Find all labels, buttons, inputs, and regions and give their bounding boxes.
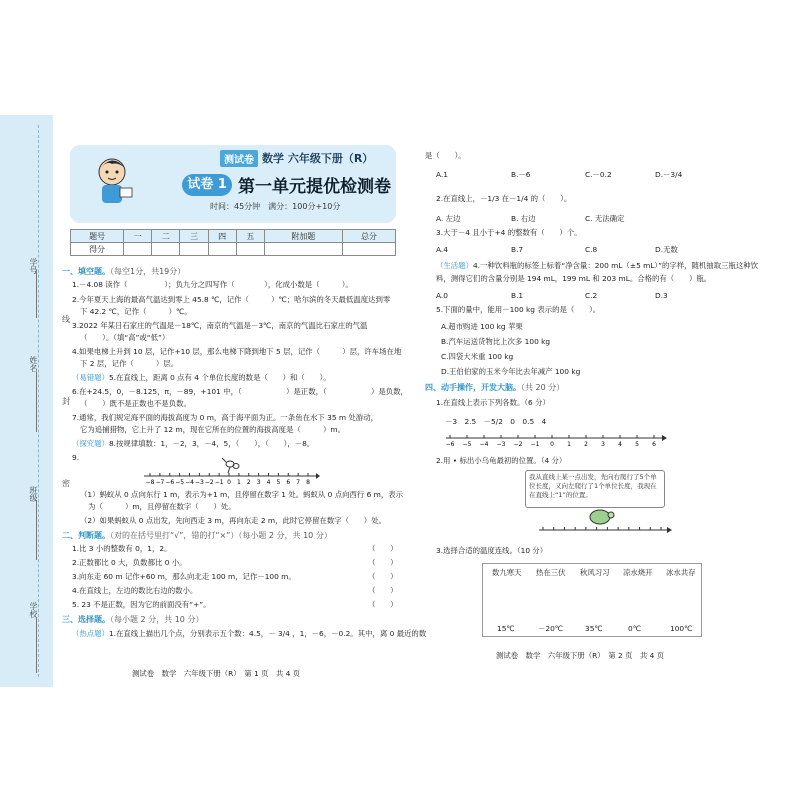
temperature-label[interactable]: 35℃: [585, 624, 603, 633]
test-paper-tag: 测试卷: [220, 150, 258, 167]
score-header: 题号: [71, 230, 124, 243]
answer-paren[interactable]: （ ）: [368, 572, 398, 581]
question-text: 2.用 • 标出小乌龟最初的位置。（4 分）: [436, 456, 567, 465]
answer-paren[interactable]: （ ）: [368, 544, 398, 553]
name-field[interactable]: [36, 372, 38, 432]
tick-label: −5: [462, 441, 472, 448]
number-line-p1[interactable]: [440, 430, 670, 452]
question-text: 6.在+24.5，0，－8.125，π，－89，+101 中，（ ）是正数，（ ）是负数，: [72, 387, 408, 396]
question-text: 是（ ）。: [425, 151, 466, 160]
section-4-heading: [425, 382, 564, 393]
question-text: 9.: [72, 453, 80, 462]
speech-bubble: [525, 470, 665, 508]
option: A.1: [436, 170, 448, 179]
tick-label: 1: [567, 441, 571, 448]
question-text: （2）如果蚂蚁从 0 点出发，先向西走 3 m，再向东走 2 m，此时它停留在数字（ ）处。: [80, 516, 386, 525]
option: B.汽车运送货物比上次多 100 kg: [441, 337, 551, 346]
tick-label: −6: [445, 441, 455, 448]
answer-paren[interactable]: （ ）: [368, 600, 398, 609]
option: A. 左边: [436, 214, 461, 223]
temperature-label[interactable]: 100℃: [670, 624, 693, 633]
answer-paren[interactable]: （ ）: [368, 586, 398, 595]
label-school: 学校: [29, 602, 38, 618]
temperature-label[interactable]: 0℃: [628, 624, 642, 633]
score-cell[interactable]: [180, 243, 208, 256]
ant-icon: [222, 458, 239, 473]
number-line-p2[interactable]: [535, 522, 675, 544]
judge-item: 1.比 3 小的整数有 0，1，2。: [72, 544, 172, 553]
question-text: 7.通常，我们规定海平面的海拔高度为 0 m，高于海平面为正。一条鱼在水下 35 m 处游动，: [72, 413, 378, 422]
option: B.7: [511, 245, 524, 254]
tick-label: −1: [214, 479, 224, 486]
tick-label: 2: [246, 479, 251, 486]
option: A.4: [436, 245, 448, 254]
tick-label: 8: [306, 479, 310, 486]
tick-label: 3: [256, 479, 261, 486]
score-header: 总分: [342, 230, 395, 243]
option: A.0: [436, 291, 448, 300]
score-header: 附加题: [264, 230, 342, 243]
tick-label: 4: [266, 479, 271, 486]
question-text: 5.在直线上，距离 0 点有 4 个单位长度的数是（ ）和（ ）。: [108, 373, 331, 382]
tick-label: 0: [227, 479, 231, 486]
temperature-label[interactable]: 15℃: [497, 624, 515, 633]
judge-item: 3.向东走 60 m 记作+60 m，那么向北走 100 m，记作－100 m。: [72, 572, 296, 581]
question-text: （ ）。（填“高”或“低”）: [80, 333, 170, 342]
subject-grade: 数学 六年级下册（R）: [262, 152, 374, 165]
mark-line: 线: [62, 315, 70, 324]
section-3-heading: [62, 614, 203, 625]
question-text: 料，测得它们的含量分别是 194 mL，199 mL 和 203 mL。合格的有（ ）瓶。: [436, 274, 712, 283]
score-cell[interactable]: [342, 243, 395, 256]
option: B. 右边: [511, 214, 536, 223]
section-title: 三、选择题。: [62, 615, 110, 624]
question-text: 4.一种饮料瓶的标签上标着“净含量：200 mL（±5 mL）”的字样，随机抽取三瓶这种饮: [472, 261, 759, 270]
tick-label: 5: [276, 479, 281, 486]
option: D.3: [655, 291, 668, 300]
question-text: 为（ ）m，且停留在数字（ ）处。: [88, 502, 236, 511]
score-row-label: 得分: [71, 243, 124, 256]
tick-label: −1: [530, 441, 540, 448]
judge-item: 2.正数都比 0 大，负数都比 0 小。: [72, 558, 187, 567]
question-text: 1.在直线上表示下列各数。（6 分）: [436, 398, 550, 407]
tick-label: −3: [496, 441, 506, 448]
axis-arrow: [662, 435, 667, 441]
numbers-to-plot: －3 2.5 －5/2 0 0.5 4: [445, 417, 547, 426]
tick-label: −4: [479, 441, 489, 448]
score-table-header-row: [71, 230, 396, 243]
section-note: （每空1分，共19分）: [110, 267, 186, 276]
axis-arrow: [316, 473, 320, 479]
score-cell[interactable]: [152, 243, 180, 256]
question-5: [72, 373, 331, 383]
page-footer: 测试卷 数学 六年级下册（R） 第 2 页 共 4 页: [496, 651, 665, 660]
score-table-row: [71, 243, 396, 256]
score-header: 二: [152, 230, 180, 243]
question-text: 5.下面的量中，能用－100 kg 表示的是（ ）。: [436, 305, 601, 314]
weather-label[interactable]: 秋风习习: [580, 568, 610, 577]
section-1-heading: [62, 266, 185, 277]
question-text: （1）蚂蚁从 0 点向东行 1 m，表示为+1 m，且停留在数字 1 处。蚂蚁从 0 点向西行 6 m，表示: [80, 490, 404, 499]
option: C.－0.2: [585, 170, 612, 179]
question-tag: （探究题）: [72, 439, 109, 448]
question-c1: [72, 629, 426, 639]
option: B.1: [511, 291, 524, 300]
question-text: 1.在直线上描出几个点，分别表示五个数：4.5，－ 3/4 ，1，－6，－0.2。其中，离 0 最近的数: [108, 629, 427, 638]
question-text: 下 42.2 ℃，记作（ ）℃。: [80, 307, 192, 316]
judge-item: 5. 23 不是正数，因为它的前面没有“+”。: [72, 600, 211, 609]
section-title: 一、填空题。: [62, 267, 110, 276]
question-8: [72, 439, 314, 449]
score-cell[interactable]: [264, 243, 342, 256]
tick-label: −2: [204, 479, 214, 486]
option: B.－6: [511, 170, 531, 179]
weather-label[interactable]: 凉水烧开: [623, 568, 653, 577]
tick-label: −8: [145, 479, 155, 486]
mark-secret: 密: [62, 479, 70, 488]
speech-text: 我从直线上某一点出发，先向右爬行了5个单位长度，又向左爬行了1个单位长度，我现在在直线上“1”的位置。: [529, 473, 657, 499]
answer-paren[interactable]: （ ）: [368, 558, 398, 567]
option: D.王伯伯家的玉米今年比去年减产 100 kg: [441, 367, 581, 376]
section-title: 四、动手操作，开发大脑。: [425, 383, 521, 392]
tick-label: −5: [175, 479, 185, 486]
question-text: 下 2 层，记作（ ）层。: [80, 359, 179, 368]
question-tag: （热点题）: [72, 629, 109, 638]
tick-label: 4: [618, 441, 622, 448]
question-text: 1.－4.08 读作（ ）；负九分之四写作（ ），化成小数是（ ）。: [72, 280, 353, 289]
score-cell[interactable]: [236, 243, 264, 256]
question-text: 2.今年夏天上海的最高气温达到零上 45.8 ℃，记作（ ）℃；哈尔滨的冬天最低温度达到零: [72, 295, 391, 304]
tick-label: 6: [286, 479, 291, 486]
question-text: 3.选择合适的温度连线。（10 分）: [436, 546, 548, 555]
section-note: （对的在括号里打“√”，错的打“×”）（每小题 2 分，共 10 分）: [110, 531, 332, 540]
tick-label: 3: [601, 441, 605, 448]
question-text: 2.在直线上，－1/3 在－1/4 的（ ）。: [436, 194, 572, 203]
tick-label: 7: [296, 479, 301, 486]
option: D.－3/4: [655, 170, 683, 179]
tick-label: −4: [185, 479, 194, 486]
option: D.无数: [655, 245, 678, 254]
question-tag: （易错题）: [72, 373, 109, 382]
axis-arrow: [667, 527, 672, 533]
label-name: 姓名: [29, 356, 38, 372]
score-header: 五: [236, 230, 264, 243]
page-title: 第一单元提优检测卷: [238, 177, 391, 197]
student-id-field[interactable]: [36, 270, 38, 318]
question-text: 8.按规律填数：1，－2，3，－4，5，（ ），（ ），－8。: [108, 439, 315, 448]
question-text: 4.如果电梯上升到 10 层，记作+10 层，那么电梯下降到地下 5 层，记作（ ）层，许车场在地: [72, 347, 402, 356]
tick-label: 2: [584, 441, 588, 448]
paper-number-badge: 试卷 1: [182, 174, 232, 196]
question-4: [436, 261, 758, 271]
score-header: 一: [124, 230, 152, 243]
question-tag: （生活题）: [436, 261, 473, 270]
judge-item: 4.在直线上，左边的数比右边的数小。: [72, 586, 198, 595]
tick-label: 5: [635, 441, 639, 448]
weather-label[interactable]: 冰水共存: [666, 568, 696, 577]
weather-label[interactable]: 热在三伏: [536, 568, 566, 577]
option: C.8: [585, 245, 598, 254]
page-footer: 测试卷 数学 六年级下册（R） 第 1 页 共 4 页: [132, 669, 301, 678]
temperature-label[interactable]: －20℃: [538, 624, 564, 633]
question-text: 它为追捕猎物，它上升了 12 m，现在它所在的位置的海拔高度是（ ）m。: [80, 425, 346, 434]
label-student-id: 学号: [29, 258, 38, 274]
time-score-line: 时间：45分钟 满分：100分+10分: [210, 202, 341, 211]
section-note: （共 20 分）: [521, 383, 565, 392]
score-cell[interactable]: [124, 243, 152, 256]
option: C.2: [585, 291, 598, 300]
tick-label: −6: [165, 479, 175, 486]
weather-label[interactable]: 数九寒天: [492, 568, 522, 577]
section-2-heading: [62, 530, 332, 541]
score-table: [70, 229, 396, 256]
score-cell[interactable]: [208, 243, 236, 256]
tick-label: 0: [550, 441, 554, 448]
question-text: 3.2022 年某日石家庄的气温是－18℃，南京的气温是－3℃，南京的气温比石家庄的气温: [72, 321, 368, 330]
score-header: 三: [180, 230, 208, 243]
tick-label: 1: [236, 479, 241, 486]
score-header: 四: [208, 230, 236, 243]
class-field[interactable]: [36, 500, 38, 560]
tick-label: −2: [513, 441, 523, 448]
question-text: 3.大于－4 且小于+4 的整数有（ ）个。: [436, 228, 582, 237]
binding-strip: [0, 115, 53, 687]
student-illustration: [82, 150, 142, 210]
option: A.超市购进 100 kg 苹果: [441, 322, 523, 331]
section-note: （每小题 2 分，共 10 分）: [110, 615, 204, 624]
option: C.四袋大米重 100 kg: [441, 352, 514, 361]
section-title: 二、判断题。: [62, 531, 110, 540]
tick-label: 6: [652, 441, 656, 448]
option: C. 无法确定: [585, 214, 625, 223]
cut-line: [38, 125, 39, 677]
mark-seal: 封: [62, 397, 70, 406]
label-class: 班级: [29, 486, 38, 502]
question-text: （ ）既不是正数也不是负数。: [80, 399, 191, 408]
tick-label: −3: [194, 479, 204, 486]
school-field[interactable]: [36, 618, 38, 673]
number-line-ant: [140, 456, 320, 486]
tick-label: −7: [155, 479, 165, 486]
